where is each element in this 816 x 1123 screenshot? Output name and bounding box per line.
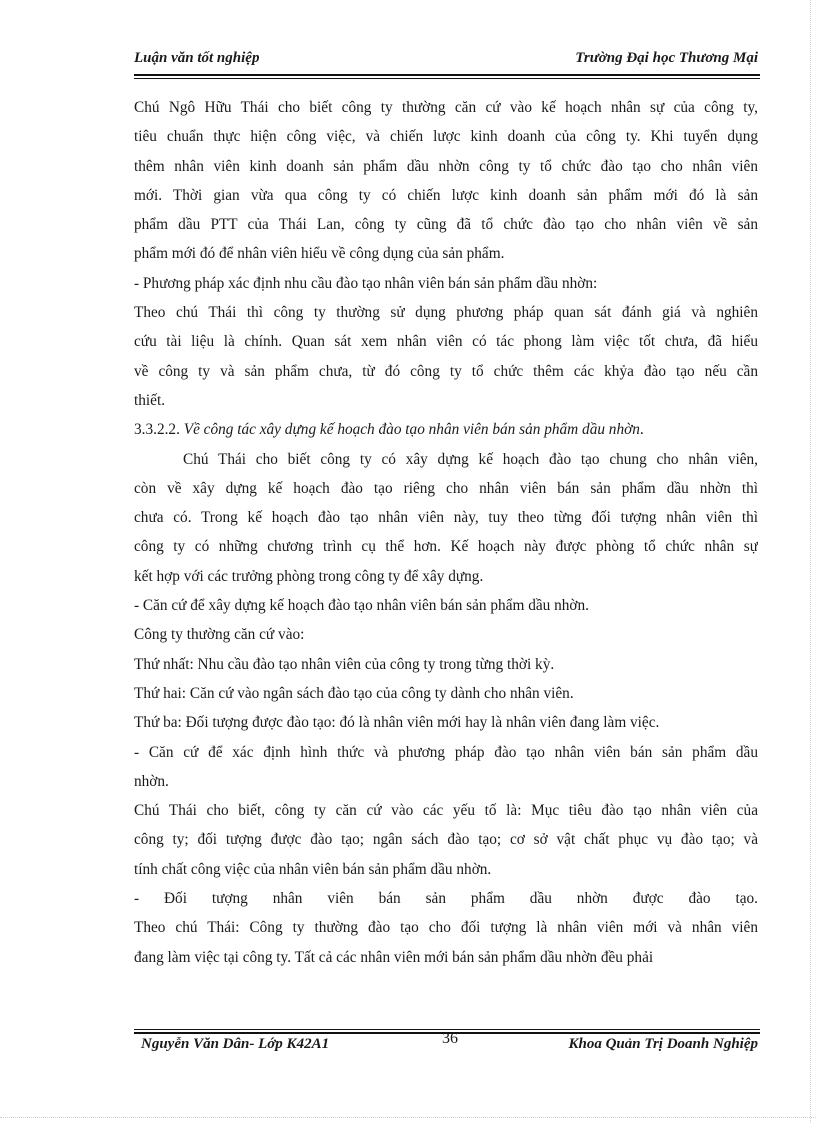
paragraph-line: phẩm mới đó để nhân viên hiểu về công dụng của sản phẩm.	[134, 245, 505, 263]
paragraph-line: Chú Ngô Hữu Thái cho biết công ty thường căn cứ vào kế hoạch nhân sự của công ty,	[134, 99, 758, 116]
section-heading	[134, 415, 758, 444]
paragraph-line: Thứ hai: Căn cứ vào ngân sách đào tạo của công ty dành cho nhân viên.	[134, 684, 574, 702]
paragraph-line: tính chất công việc của nhân viên bán sản phẩm dầu nhờn.	[134, 860, 492, 878]
header-thesis-label: Luận văn tốt nghiệp	[134, 50, 260, 66]
paragraph-line: kết hợp với các trưởng phòng trong công ty để xây dựng.	[134, 567, 484, 585]
header-rule-thin	[134, 78, 760, 79]
paragraph-line: Công ty thường căn cứ vào:	[134, 626, 305, 644]
footer-faculty: Khoa Quản Trị Doanh Nghiệp	[568, 1036, 758, 1052]
section-number: 3.3.2.2.	[134, 421, 180, 439]
paragraph-line: - Đối tượng nhân viên bán sản phẩm dầu nhờn được đào tạo.	[134, 890, 758, 908]
section-title: Về công tác xây dựng kế hoạch đào tạo nhân viên bán sản phẩm dầu nhờn	[183, 421, 640, 439]
paragraph-line: nhờn.	[134, 772, 169, 790]
paragraph-line: - Phương pháp xác định nhu cầu đào tạo nhân viên bán sản phẩm dầu nhờn:	[134, 274, 598, 292]
paragraph-line: mới. Thời gian vừa qua công ty có chiến lược kinh doanh sản phẩm mới đó là sản	[134, 186, 758, 204]
paragraph-line: - Căn cứ để xác định hình thức và phương pháp đào tạo nhân viên bán sản phẩm dầu	[134, 743, 758, 761]
paragraph-line: thiết.	[134, 391, 166, 409]
page-number: 36	[442, 1030, 458, 1047]
paragraph-line: còn về xây dựng kế hoạch đào tạo riêng cho nhân viên bán sản phẩm dầu nhờn thì	[134, 479, 758, 497]
paragraph-line: - Căn cứ để xây dựng kế hoạch đào tạo nhân viên bán sản phẩm dầu nhờn.	[134, 597, 589, 615]
header-university-name: Trường Đại học Thương Mại	[575, 50, 758, 66]
page-edge-right	[810, 0, 811, 1123]
page-edge-bottom	[0, 1117, 816, 1118]
paragraph-line: Chú Thái cho biết, công ty căn cứ vào các yếu tố là: Mục tiêu đào tạo nhân viên của	[134, 802, 758, 820]
paragraph-line: Chú Thái cho biết công ty có xây dựng kế hoạch đào tạo chung cho nhân viên,	[183, 450, 758, 468]
paragraph-line: công ty; đối tượng được đào tạo; ngân sách đào tạo; cơ sở vật chất phục vụ đào tạo; và	[134, 831, 758, 849]
paragraph-line: chưa có. Trong kế hoạch đào tạo nhân viên này, tuy theo từng đối tượng nhân viên thì	[134, 509, 758, 527]
footer-author: Nguyễn Văn Dân- Lớp K42A1	[141, 1036, 330, 1052]
section-end: .	[639, 421, 644, 439]
paragraph-line: cứu tài liệu là chính. Quan sát xem nhân viên có tác phong làm việc tốt chưa, đã hiểu	[134, 333, 758, 351]
header-rule	[134, 74, 760, 76]
paragraph-line: công ty có những chương trình cụ thể hơn. Kế hoạch này được phòng tổ chức nhân sự	[134, 538, 758, 556]
paragraph-line: tiêu chuẩn thực hiện công việc, và chiến lược kinh doanh của công ty. Khi tuyển dụng	[134, 128, 758, 146]
paragraph-line: Theo chú Thái thì công ty thường sử dụng phương pháp quan sát đánh giá và nghiên	[134, 304, 758, 322]
paragraph-line: Thứ ba: Đối tượng được đào tạo: đó là nhân viên mới hay là nhân viên đang làm việc.	[134, 714, 660, 732]
paragraph-line: về công ty và sản phẩm chưa, từ đó công ty tổ chức thêm các khỷa đào tạo nếu cần	[134, 362, 758, 380]
page-header	[134, 50, 758, 74]
paragraph-line: thêm nhân viên kinh doanh sản phẩm dầu nhờn công ty tổ chức đào tạo cho nhân viên	[134, 157, 758, 175]
paragraph-line: Theo chú Thái: Công ty thường đào tạo cho đối tượng là nhân viên mới và nhân viên	[134, 919, 758, 937]
paragraph-line: phẩm dầu PTT của Thái Lan, công ty cũng đã tổ chức đào tạo cho nhân viên về sản	[134, 216, 758, 234]
paragraph-line: đang làm việc tại công ty. Tất cả các nhân viên mới bán sản phẩm dầu nhờn đều phải	[134, 948, 654, 966]
body-text	[134, 93, 758, 972]
paragraph-line: Thứ nhất: Nhu cầu đào tạo nhân viên của công ty trong từng thời kỳ.	[134, 655, 555, 673]
page-footer	[134, 1030, 758, 1060]
